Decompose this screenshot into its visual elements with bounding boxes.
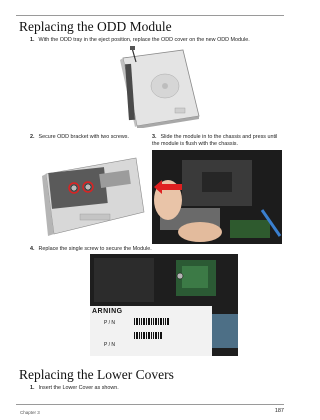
top-rule — [16, 15, 284, 16]
step-text: Slide the module in to the chassis and press until the module is flush with the chassis. — [152, 134, 278, 147]
step-number: 1. — [30, 37, 35, 43]
step-text: With the ODD tray in the eject position, replace the ODD cover on the new ODD Module. — [38, 37, 250, 43]
section-title-lower-covers: Replacing the Lower Covers — [19, 367, 174, 382]
step-1 — [30, 37, 280, 44]
step-number: 3. — [152, 134, 157, 140]
step-number: 2. — [30, 134, 35, 140]
page-number: 187 — [274, 408, 284, 414]
footer-chapter: Chapter 3 — [20, 410, 40, 415]
odd-bracket-photo — [40, 150, 148, 244]
chassis-insert-photo — [152, 150, 282, 244]
step-4 — [30, 246, 280, 253]
step-number: 4. — [30, 246, 35, 252]
step-text: Insert the Lower Cover as shown. — [38, 385, 119, 391]
step-lower-1 — [30, 385, 280, 392]
step-3 — [152, 134, 284, 147]
label-pn-2: P / N — [104, 342, 116, 348]
screw-secure-photo — [90, 254, 238, 356]
label-pn-1: P / N — [104, 320, 116, 326]
section-title-odd: Replacing the ODD Module — [19, 19, 172, 34]
bottom-rule — [16, 404, 284, 405]
odd-module-photo — [115, 46, 205, 128]
step-number: 1. — [30, 385, 35, 391]
step-text: Secure ODD bracket with two screws. — [38, 134, 129, 140]
label-warning-text: ARNING — [92, 308, 123, 315]
step-2 — [30, 134, 145, 141]
step-text: Replace the single screw to secure the Module. — [38, 246, 152, 252]
